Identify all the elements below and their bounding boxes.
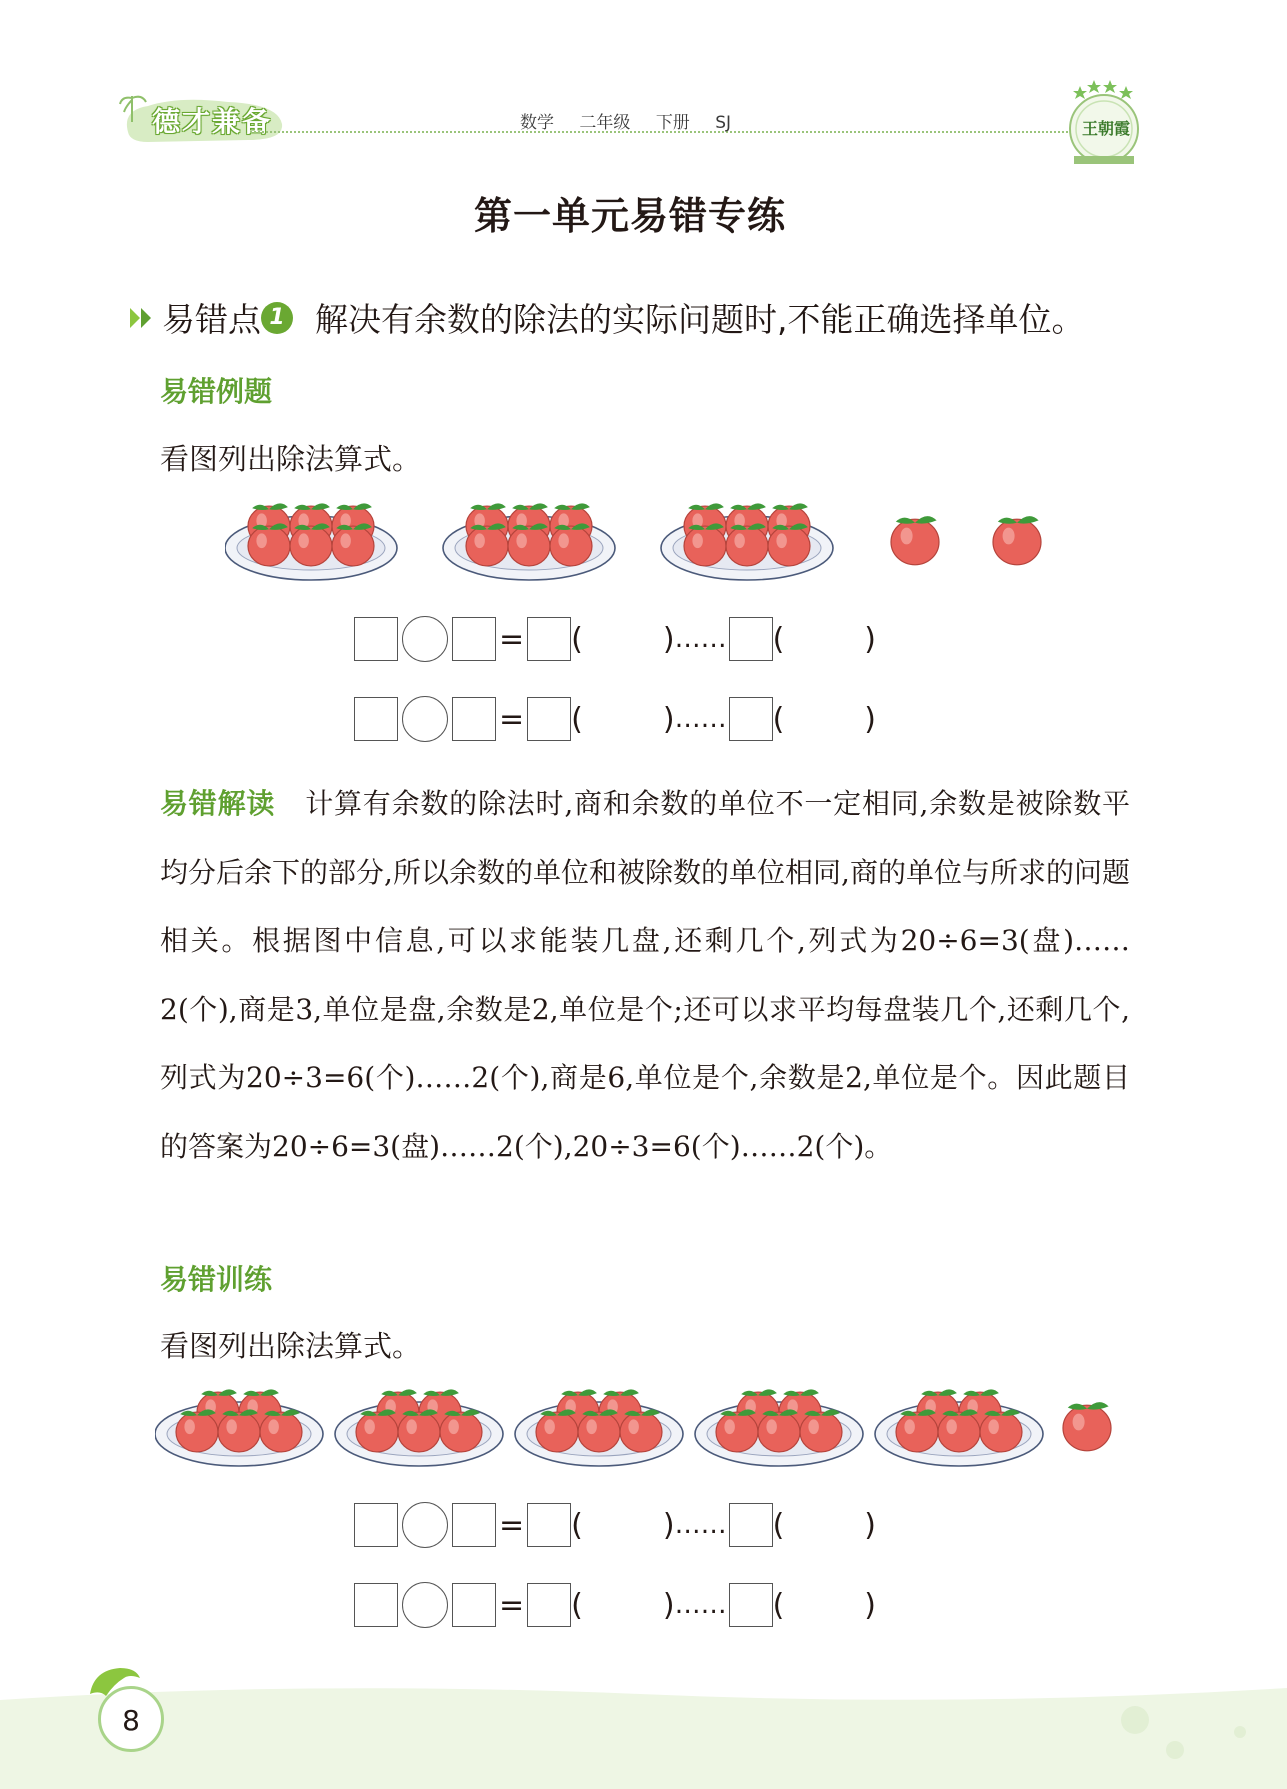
answer-box[interactable]: [729, 617, 773, 661]
open-paren: (: [772, 621, 785, 657]
answer-box[interactable]: [354, 697, 398, 741]
header-subject: 数学: [520, 113, 554, 133]
answer-box[interactable]: [729, 1583, 773, 1627]
answer-box[interactable]: [527, 1583, 571, 1627]
plate-of-apples: [661, 503, 833, 580]
plate-of-apples: [225, 503, 397, 580]
close-paren: ): [662, 701, 675, 737]
answer-box[interactable]: [354, 1503, 398, 1547]
plate-of-apples: [155, 1389, 323, 1466]
answer-box[interactable]: [354, 617, 398, 661]
open-paren: (: [571, 621, 583, 657]
answer-box[interactable]: [527, 617, 571, 661]
open-paren: (: [571, 701, 583, 737]
close-paren: ): [864, 701, 877, 737]
ellipsis: ……: [674, 1590, 727, 1620]
answer-box[interactable]: [354, 1583, 398, 1627]
answer-box[interactable]: [452, 697, 496, 741]
analysis-text: 计算有余数的除法时,商和余数的单位不一定相同,余数是被除数平均分后余下的部分,所以余数的单位和被除数的单位相同,商的单位与所求的问题相关。根据图中信息,可以求能装几盘,还剩几个,列式为20÷6=3(盘)……2(个),商是3,单位是盘,余数是2,单位是个;还可以求平均每盘装几个,还剩几个,列式为20÷3=6(个)……2(个),商是6,单位是个,余数是2,单位是个。因此题目的答案为20÷6=3(盘)……2(个),20÷3=6(个)……2(个)。: [160, 787, 1130, 1163]
plate-of-apples: [515, 1389, 683, 1466]
example-equation-2: [354, 696, 876, 742]
open-paren: (: [772, 1587, 785, 1623]
close-paren: ): [662, 1507, 675, 1543]
training-heading: 易错训练: [160, 1263, 273, 1296]
author-seal: [1060, 74, 1148, 172]
header-meta: [520, 108, 751, 133]
ellipsis: ……: [674, 704, 727, 734]
example-heading: 易错例题: [160, 375, 273, 408]
double-chevron-icon: [130, 304, 156, 332]
training-equation-1: [354, 1502, 876, 1548]
open-paren: (: [772, 1507, 785, 1543]
error-point-label: 易错点: [162, 300, 261, 339]
equals-sign: =: [499, 701, 525, 737]
operator-circle[interactable]: [402, 1502, 448, 1548]
example-equation-1: [354, 616, 876, 662]
page-title: 第一单元易错专练: [473, 194, 786, 238]
apple-icon: [1063, 1402, 1111, 1451]
error-point-text: 解决有余数的除法的实际问题时,不能正确选择单位。: [315, 300, 1085, 339]
operator-circle[interactable]: [402, 1582, 448, 1628]
answer-box[interactable]: [452, 617, 496, 661]
close-paren: ): [662, 621, 675, 657]
plate-of-apples: [443, 503, 615, 580]
apple-icon: [993, 516, 1041, 565]
close-paren: ): [864, 1507, 877, 1543]
close-paren: ): [662, 1587, 675, 1623]
operator-circle[interactable]: [402, 616, 448, 662]
example-figure: [225, 496, 1065, 586]
training-figure: [155, 1382, 1135, 1472]
plate-of-apples: [875, 1389, 1043, 1466]
ellipsis: ……: [674, 624, 727, 654]
error-point: [130, 294, 1085, 341]
operator-circle[interactable]: [402, 696, 448, 742]
plate-of-apples: [335, 1389, 503, 1466]
open-paren: (: [571, 1587, 583, 1623]
open-paren: (: [772, 701, 785, 737]
analysis-block: [160, 770, 1130, 1181]
equals-sign: =: [499, 621, 525, 657]
equals-sign: =: [499, 1507, 525, 1543]
open-paren: (: [571, 1507, 583, 1543]
close-paren: ): [864, 621, 877, 657]
footer-decoration: [0, 1680, 1287, 1789]
answer-box[interactable]: [729, 697, 773, 741]
error-point-number: 1: [261, 302, 293, 334]
header-grade: 二年级: [579, 113, 631, 133]
analysis-heading: 易错解读: [160, 787, 276, 820]
answer-box[interactable]: [452, 1503, 496, 1547]
answer-box[interactable]: [729, 1503, 773, 1547]
equals-sign: =: [499, 1587, 525, 1623]
close-paren: ): [864, 1587, 877, 1623]
seal-name: 王朝霞: [1082, 119, 1131, 138]
plate-of-apples: [695, 1389, 863, 1466]
training-prompt: 看图列出除法算式。: [160, 1329, 422, 1363]
page-number: 8: [98, 1686, 164, 1752]
answer-box[interactable]: [527, 697, 571, 741]
header-edition: SJ: [715, 113, 732, 133]
training-equation-2: [354, 1582, 876, 1628]
ellipsis: ……: [674, 1510, 727, 1540]
header-volume: 下册: [655, 113, 690, 133]
answer-box[interactable]: [452, 1583, 496, 1627]
answer-box[interactable]: [527, 1503, 571, 1547]
brand-text: 德才兼备: [152, 105, 273, 138]
apple-icon: [891, 516, 939, 565]
brand-logo: [118, 92, 288, 144]
example-prompt: 看图列出除法算式。: [160, 442, 422, 476]
